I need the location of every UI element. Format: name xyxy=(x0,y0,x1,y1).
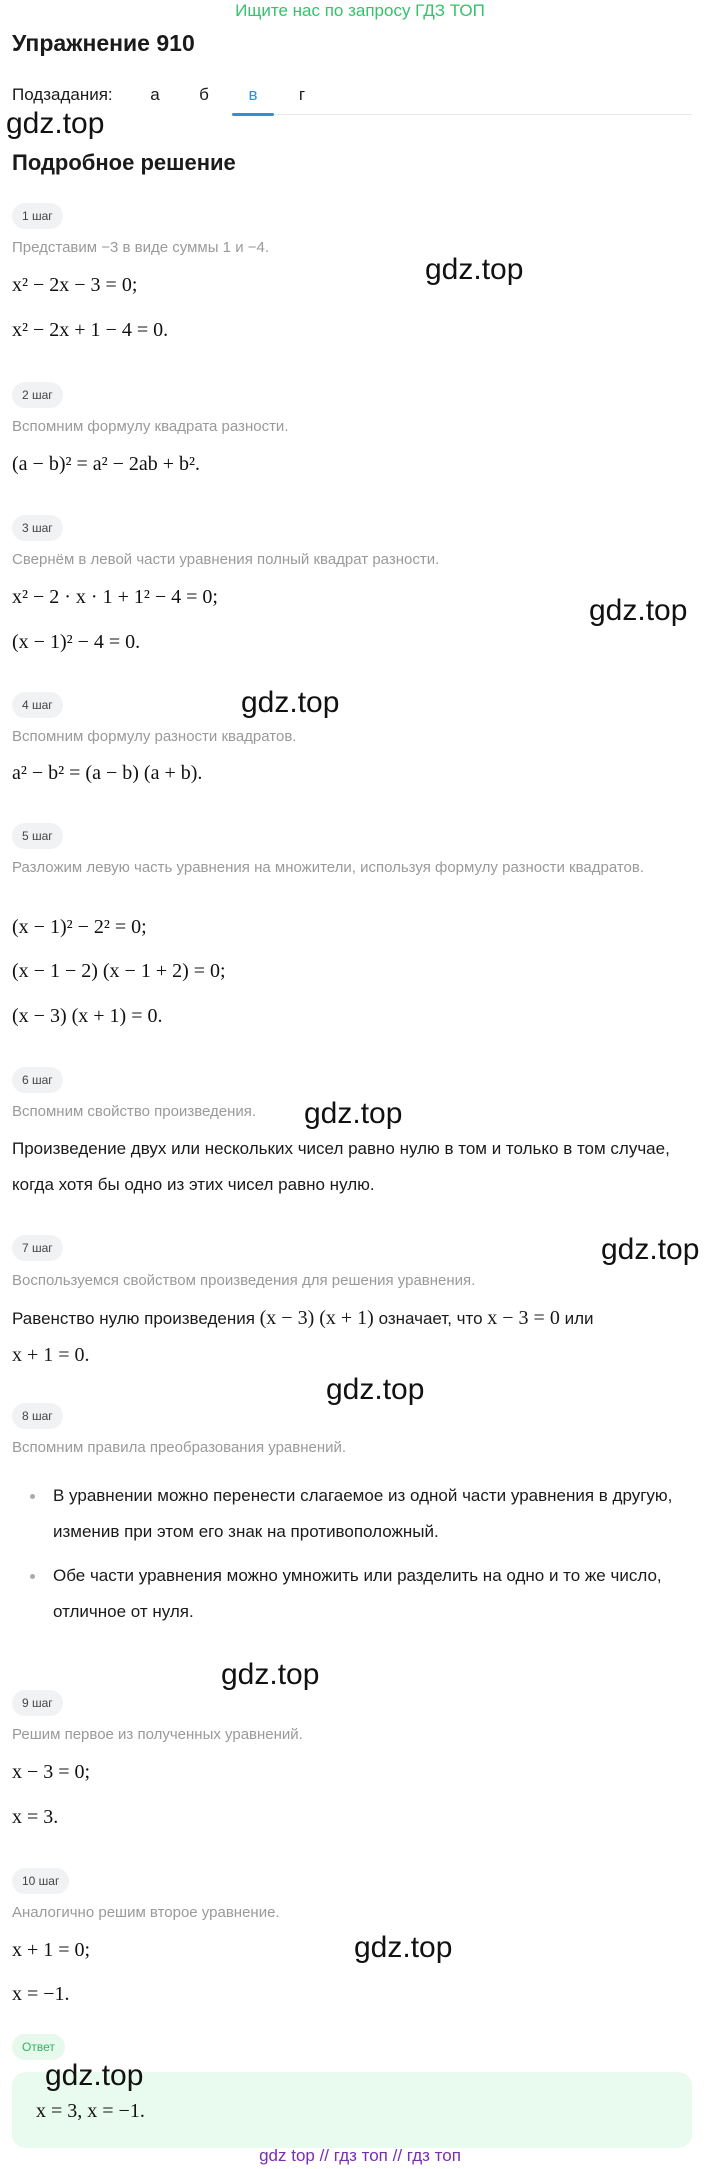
bullet-dot xyxy=(30,1494,35,1499)
step-note: Вспомним правила преобразования уравнений. xyxy=(12,1439,347,1456)
step-badge: 2 шаг xyxy=(12,382,63,408)
answer-badge: Ответ xyxy=(12,2034,65,2060)
step-note: Воспользуемся свойством произведения для решения уравнения. xyxy=(12,1272,476,1289)
tab-v[interactable]: в xyxy=(248,85,258,104)
answer-value: x = 3, x = −1. xyxy=(36,2100,145,2122)
step-badge: 4 шаг xyxy=(12,692,63,718)
text-part: или xyxy=(559,1309,594,1328)
search-banner: Ищите нас по запросу ГДЗ ТОП xyxy=(235,1,485,20)
step-badge: 7 шаг xyxy=(12,1235,63,1261)
step-note: Аналогично решим второе уравнение. xyxy=(12,1904,280,1921)
math-line: (x − 1)² − 2² = 0; xyxy=(12,916,147,938)
page-title: Упражнение 910 xyxy=(12,30,195,56)
inline-math: x + 1 = 0. xyxy=(12,1344,90,1366)
math-line: (x − 1)² − 4 = 0. xyxy=(12,631,141,653)
step-note: Вспомним формулу разности квадратов. xyxy=(12,728,297,745)
text-part: означает, что xyxy=(373,1309,488,1328)
step-badge: 6 шаг xyxy=(12,1067,63,1093)
watermark: gdz.top xyxy=(589,594,688,627)
math-line: (x − 1 − 2) (x − 1 + 2) = 0; xyxy=(12,960,226,982)
inline-math: (x − 3) (x + 1) xyxy=(259,1307,374,1329)
step-badge: 8 шаг xyxy=(12,1403,63,1429)
step-badge: 10 шаг xyxy=(12,1868,69,1894)
math-line: a² − b² = (a − b) (a + b). xyxy=(12,762,203,784)
footer-links[interactable]: gdz top // гдз топ // гдз топ xyxy=(259,2146,461,2165)
watermark: gdz.top xyxy=(6,107,105,140)
step-note: Разложим левую часть уравнения на множители, используя формулу разности квадратов. xyxy=(12,859,645,876)
section-title: Подробное решение xyxy=(12,150,236,175)
watermark: gdz.top xyxy=(326,1373,425,1406)
bullet-dot xyxy=(30,1574,35,1579)
tab-b[interactable]: б xyxy=(199,85,209,104)
math-line: (a − b)² = a² − 2ab + b². xyxy=(12,453,201,475)
step-note: Свернём в левой части уравнения полный квадрат разности. xyxy=(12,551,440,568)
subtasks-label: Подзадания: xyxy=(12,85,113,104)
step-badge: 9 шаг xyxy=(12,1690,63,1716)
math-line: x² − 2x − 3 = 0; xyxy=(12,274,138,296)
watermark: gdz.top xyxy=(45,2059,144,2092)
tabs-divider xyxy=(232,114,692,115)
math-line: x = −1. xyxy=(12,1983,70,2005)
property-text: Произведение двух или нескольких чисел равно нулю в том и только в том случае, когда хотя бы одно из этих чисел равно нулю. xyxy=(12,1139,670,1194)
step-note: Решим первое из полученных уравнений. xyxy=(12,1726,303,1743)
math-line: x² − 2x + 1 − 4 = 0. xyxy=(12,319,169,341)
step-note: Вспомним свойство произведения. xyxy=(12,1103,257,1120)
watermark: gdz.top xyxy=(221,1658,320,1691)
active-tab-indicator xyxy=(232,113,274,116)
math-line: x² − 2 · x · 1 + 1² − 4 = 0; xyxy=(12,586,218,608)
step-badge: 1 шаг xyxy=(12,203,63,229)
step-note: Представим −3 в виде суммы 1 и −4. xyxy=(12,239,270,256)
rule-item: В уравнении можно перенести слагаемое из одной части уравнения в другую, изменив при этом его знак на противоположный. xyxy=(53,1486,673,1541)
conclusion-text xyxy=(12,1300,672,1374)
watermark: gdz.top xyxy=(241,686,340,719)
math-line: x − 3 = 0; xyxy=(12,1761,91,1783)
tab-a[interactable]: а xyxy=(150,85,160,104)
math-line: x = 3. xyxy=(12,1806,59,1828)
math-line: x + 1 = 0; xyxy=(12,1939,91,1961)
watermark: gdz.top xyxy=(304,1097,403,1130)
step-badge: 3 шаг xyxy=(12,515,63,541)
watermark: gdz.top xyxy=(601,1233,700,1266)
step-note: Вспомним формулу квадрата разности. xyxy=(12,418,289,435)
text-part: Равенство нулю произведения xyxy=(12,1309,260,1328)
math-line: (x − 3) (x + 1) = 0. xyxy=(12,1005,163,1027)
step-badge: 5 шаг xyxy=(12,823,63,849)
watermark: gdz.top xyxy=(354,1931,453,1964)
tab-g[interactable]: г xyxy=(298,85,306,104)
rule-item: Обе части уравнения можно умножить или разделить на одно и то же число, отличное от нуля. xyxy=(53,1566,662,1621)
inline-math: x − 3 = 0 xyxy=(487,1307,560,1329)
watermark: gdz.top xyxy=(425,253,524,286)
